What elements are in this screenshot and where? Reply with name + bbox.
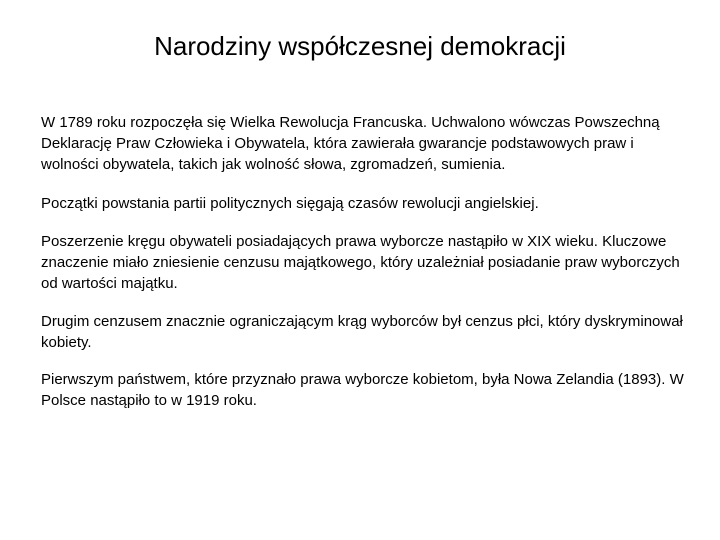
paragraph-revolution: W 1789 roku rozpoczęła się Wielka Rewolucja Francuska. Uchwalono wówczas Powszechną Deklarację Praw Człowieka i Obywatela, która zawierała gwarancje podstawowych praw i wolności obywatela, takich jak wolność słowa, zgromadzeń, sumienia. <box>41 114 660 173</box>
slide-body <box>41 112 691 427</box>
paragraph-suffrage-expansion: Poszerzenie kręgu obywateli posiadających prawa wyborcze nastąpiło w XIX wieku. Kluczowe znaczenie miało zniesienie cenzusu majątkowego, który uzależniał posiadanie praw wyborczych od wartości majątku. <box>41 233 680 292</box>
paragraph-gender-census: Drugim cenzusem znacznie ograniczającym krąg wyborców był cenzus płci, który dyskryminował kobiety. <box>41 313 683 351</box>
paragraph-parties: Początki powstania partii politycznych sięgają czasów rewolucji angielskiej. <box>41 195 539 212</box>
slide-title: Narodziny współczesnej demokracji <box>154 31 566 61</box>
paragraph-women-suffrage: Pierwszym państwem, które przyznało prawa wyborcze kobietom, była Nowa Zelandia (1893). W Polsce nastąpiło to w 1919 roku. <box>41 371 684 409</box>
